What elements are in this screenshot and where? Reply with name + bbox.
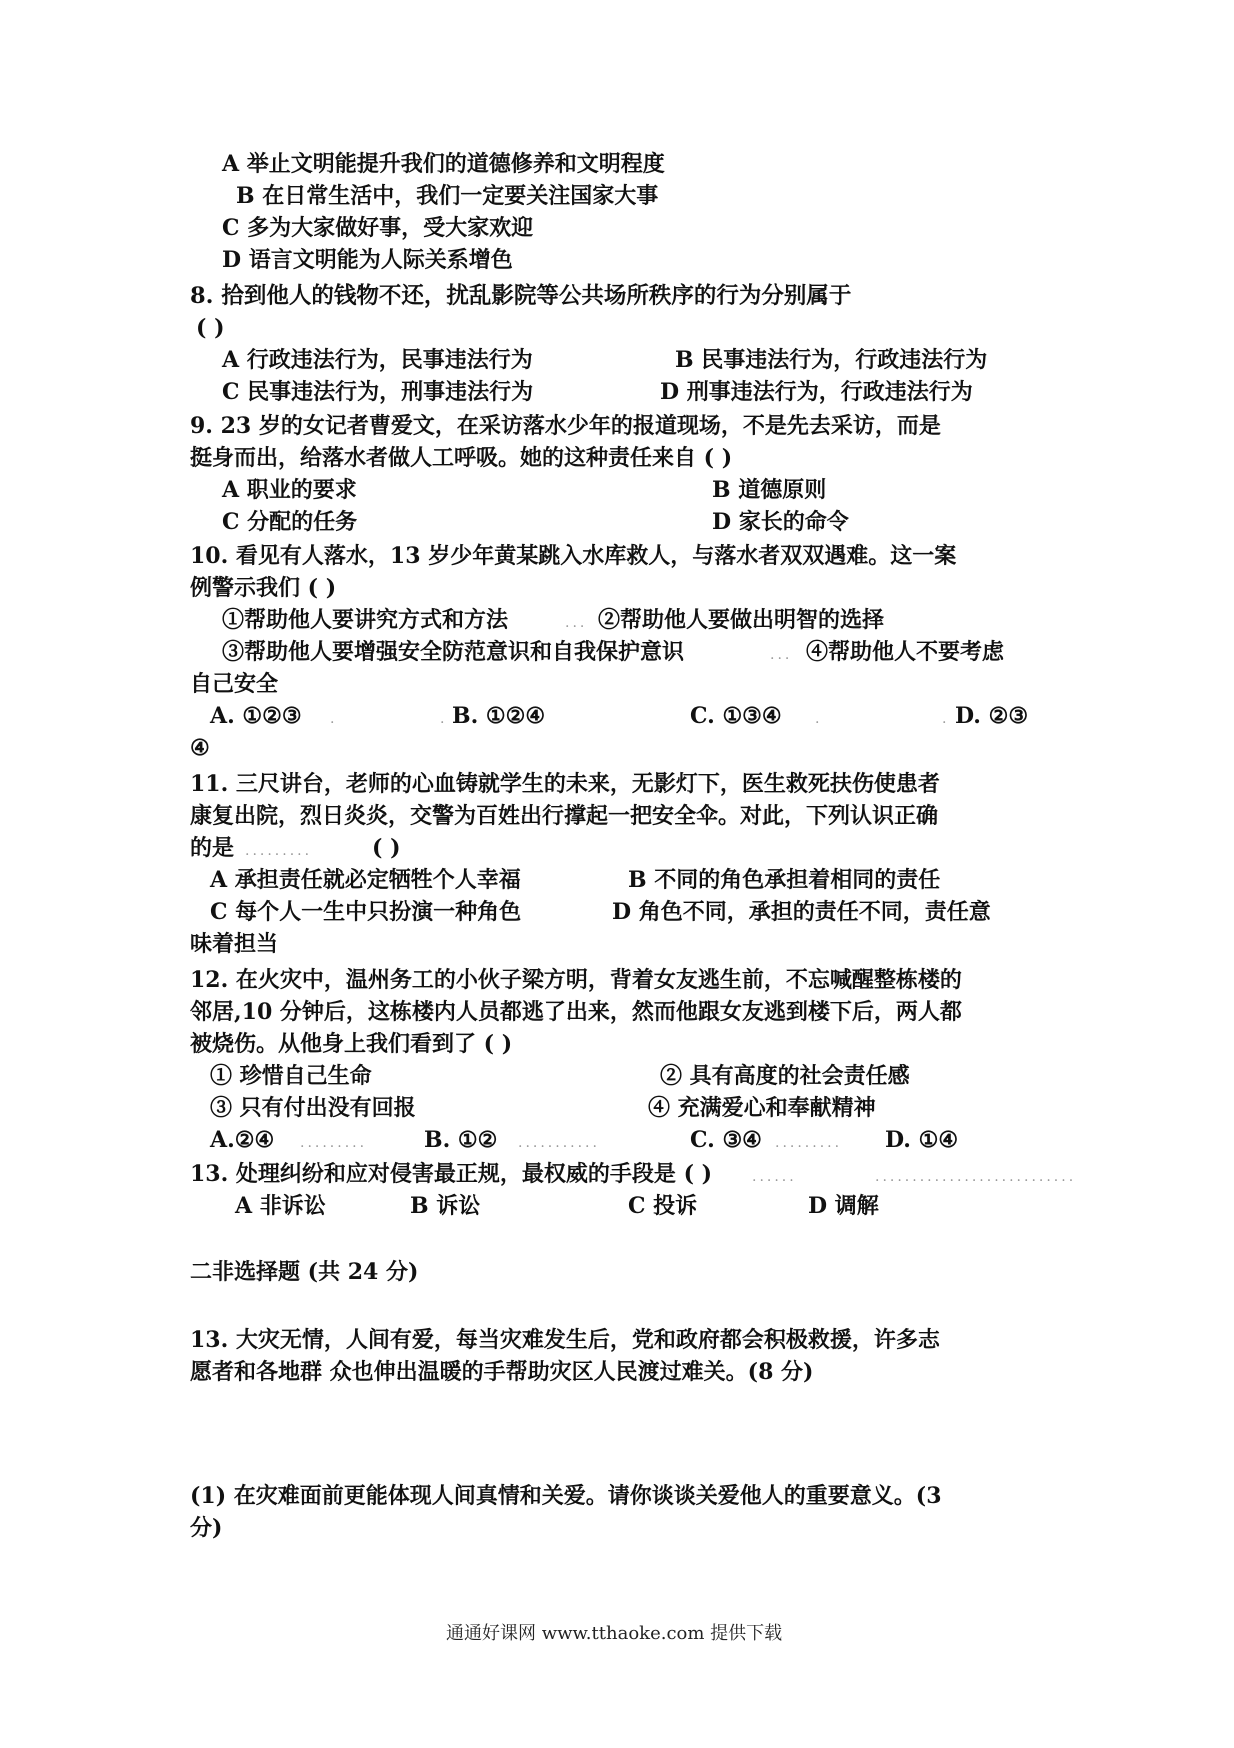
q12-item-1: ① 珍惜自己生命: [210, 1063, 372, 1089]
q8-option-c: C 民事违法行为，刑事违法行为: [222, 379, 534, 405]
sub-question-1-line-2: 分): [190, 1515, 223, 1541]
q13-stem: 13. 处理纠纷和应对侵害最正规，最权威的手段是 ( ): [190, 1161, 713, 1187]
q9-stem-2: 挺身而出，给落水者做人工呼吸。她的这种责任来自 ( ): [190, 445, 733, 471]
q10-item-2: ②帮助他人要做出明智的选择: [598, 607, 885, 633]
q10-item-4-cont: 自己安全: [190, 671, 279, 697]
q10-stem-1: 10. 看见有人落水，13 岁少年黄某跳入水库救人，与落水者双双遇难。这一案: [190, 543, 957, 569]
q12-item-3: ③ 只有付出没有回报: [210, 1095, 416, 1121]
q12-stem-2: 邻居,10 分钟后，这栋楼内人员都逃了出来，然而他跟女友逃到楼下后，两人都: [190, 999, 962, 1025]
sub-question-1-line-1: (1) 在灾难面前更能体现人间真情和关爱。请你谈谈关爱他人的重要意义。(3: [190, 1483, 942, 1509]
q12-option-d: D. ①④: [885, 1127, 959, 1153]
q10-stem-2: 例警示我们 ( ): [190, 575, 337, 601]
q9-option-d: D 家长的命令: [712, 509, 849, 535]
section-2-heading: 二非选择题 (共 24 分): [190, 1259, 419, 1285]
q11-stem-3: 的是: [190, 835, 235, 861]
q13-option-a: A 非诉讼: [235, 1193, 326, 1219]
q10-option-c: C. ①③④: [690, 703, 782, 729]
q13-option-d: D 调解: [808, 1193, 879, 1219]
q12-dots-3: .........: [775, 1135, 843, 1151]
q10-dots-6: .: [942, 711, 950, 727]
q12-stem-1: 12. 在火灾中，温州务工的小伙子梁方明，背着女友逃生前，不忘喊醒整栋楼的: [190, 967, 962, 993]
q10-dots-4: .: [440, 711, 448, 727]
q8-stem: 8. 拾到他人的钱物不还，扰乱影院等公共场所秩序的行为分别属于: [190, 283, 852, 309]
q10-dots-5: .: [815, 711, 823, 727]
q10-dots-1: ...: [565, 615, 588, 631]
q11-paren: ( ): [372, 835, 401, 861]
q10-item-4: ④帮助他人不要考虑: [806, 639, 1005, 665]
footer-text: 通通好课网 www.tthaoke.com 提供下载: [446, 1623, 783, 1644]
q7-option-c: C 多为大家做好事，受大家欢迎: [222, 215, 534, 241]
q13-option-b: B 诉讼: [410, 1193, 481, 1219]
q13-option-c: C 投诉: [628, 1193, 698, 1219]
q10-dots-3: .: [330, 711, 338, 727]
q7-option-d: D 语言文明能为人际关系增色: [222, 247, 513, 273]
q11-stem-2: 康复出院，烈日炎炎，交警为百姓出行撑起一把安全伞。对此，下列认识正确: [190, 803, 939, 829]
section-2-q13-stem-2: 愿者和各地群 众也伸出温暖的手帮助灾区人民渡过难关。(8 分): [190, 1359, 814, 1385]
q10-item-3: ③帮助他人要增强安全防范意识和自我保护意识: [222, 639, 685, 665]
q11-option-d-cont: 味着担当: [190, 931, 279, 957]
q10-option-d: D. ②③: [955, 703, 1029, 729]
q10-option-b: B. ①②④: [452, 703, 546, 729]
q9-option-a: A 职业的要求: [222, 477, 357, 503]
q11-dots: .........: [245, 843, 313, 859]
q9-stem-1: 9. 23 岁的女记者曹爱文，在采访落水少年的报道现场，不是先去采访，而是: [190, 413, 941, 439]
q12-dots-2: ...........: [518, 1135, 600, 1151]
q11-stem-1: 11. 三尺讲台，老师的心血铸就学生的未来，无影灯下，医生救死扶伤使患者: [190, 771, 940, 797]
q13-dots-1: ......: [752, 1169, 797, 1185]
q12-option-b: B. ①②: [424, 1127, 498, 1153]
q11-option-b: B 不同的角色承担着相同的责任: [628, 867, 941, 893]
q12-option-a: A.②④: [210, 1127, 275, 1153]
q7-option-b: B 在日常生活中，我们一定要关注国家大事: [236, 183, 659, 209]
q10-dots-2: ...: [770, 647, 793, 663]
q12-option-c: C. ③④: [690, 1127, 762, 1153]
q12-dots-1: .........: [300, 1135, 368, 1151]
q10-option-a: A. ①②③: [210, 703, 302, 729]
q11-option-d: D 角色不同，承担的责任不同，责任意: [612, 899, 991, 925]
q11-option-c: C 每个人一生中只扮演一种角色: [210, 899, 522, 925]
q11-option-a: A 承担责任就必定牺牲个人幸福: [210, 867, 521, 893]
q12-item-4: ④ 充满爱心和奉献精神: [648, 1095, 876, 1121]
q8-option-b: B 民事违法行为，行政违法行为: [675, 347, 988, 373]
q9-option-b: B 道德原则: [712, 477, 827, 503]
q12-item-2: ② 具有高度的社会责任感: [660, 1063, 910, 1089]
q10-option-d-cont: ④: [190, 735, 210, 761]
q8-option-d: D 刑事违法行为，行政违法行为: [660, 379, 973, 405]
q12-stem-3: 被烧伤。从他身上我们看到了 ( ): [190, 1031, 513, 1057]
q9-option-c: C 分配的任务: [222, 509, 358, 535]
q10-item-1: ①帮助他人要讲究方式和方法: [222, 607, 509, 633]
q8-paren: ( ): [196, 315, 225, 341]
q13-dots-2: ...........................: [875, 1169, 1077, 1185]
q7-option-a: A 举止文明能提升我们的道德修养和文明程度: [222, 151, 665, 177]
section-2-q13-stem-1: 13. 大灾无情，人间有爱，每当灾难发生后，党和政府都会积极救援，许多志: [190, 1327, 940, 1353]
q8-option-a: A 行政违法行为，民事违法行为: [222, 347, 533, 373]
